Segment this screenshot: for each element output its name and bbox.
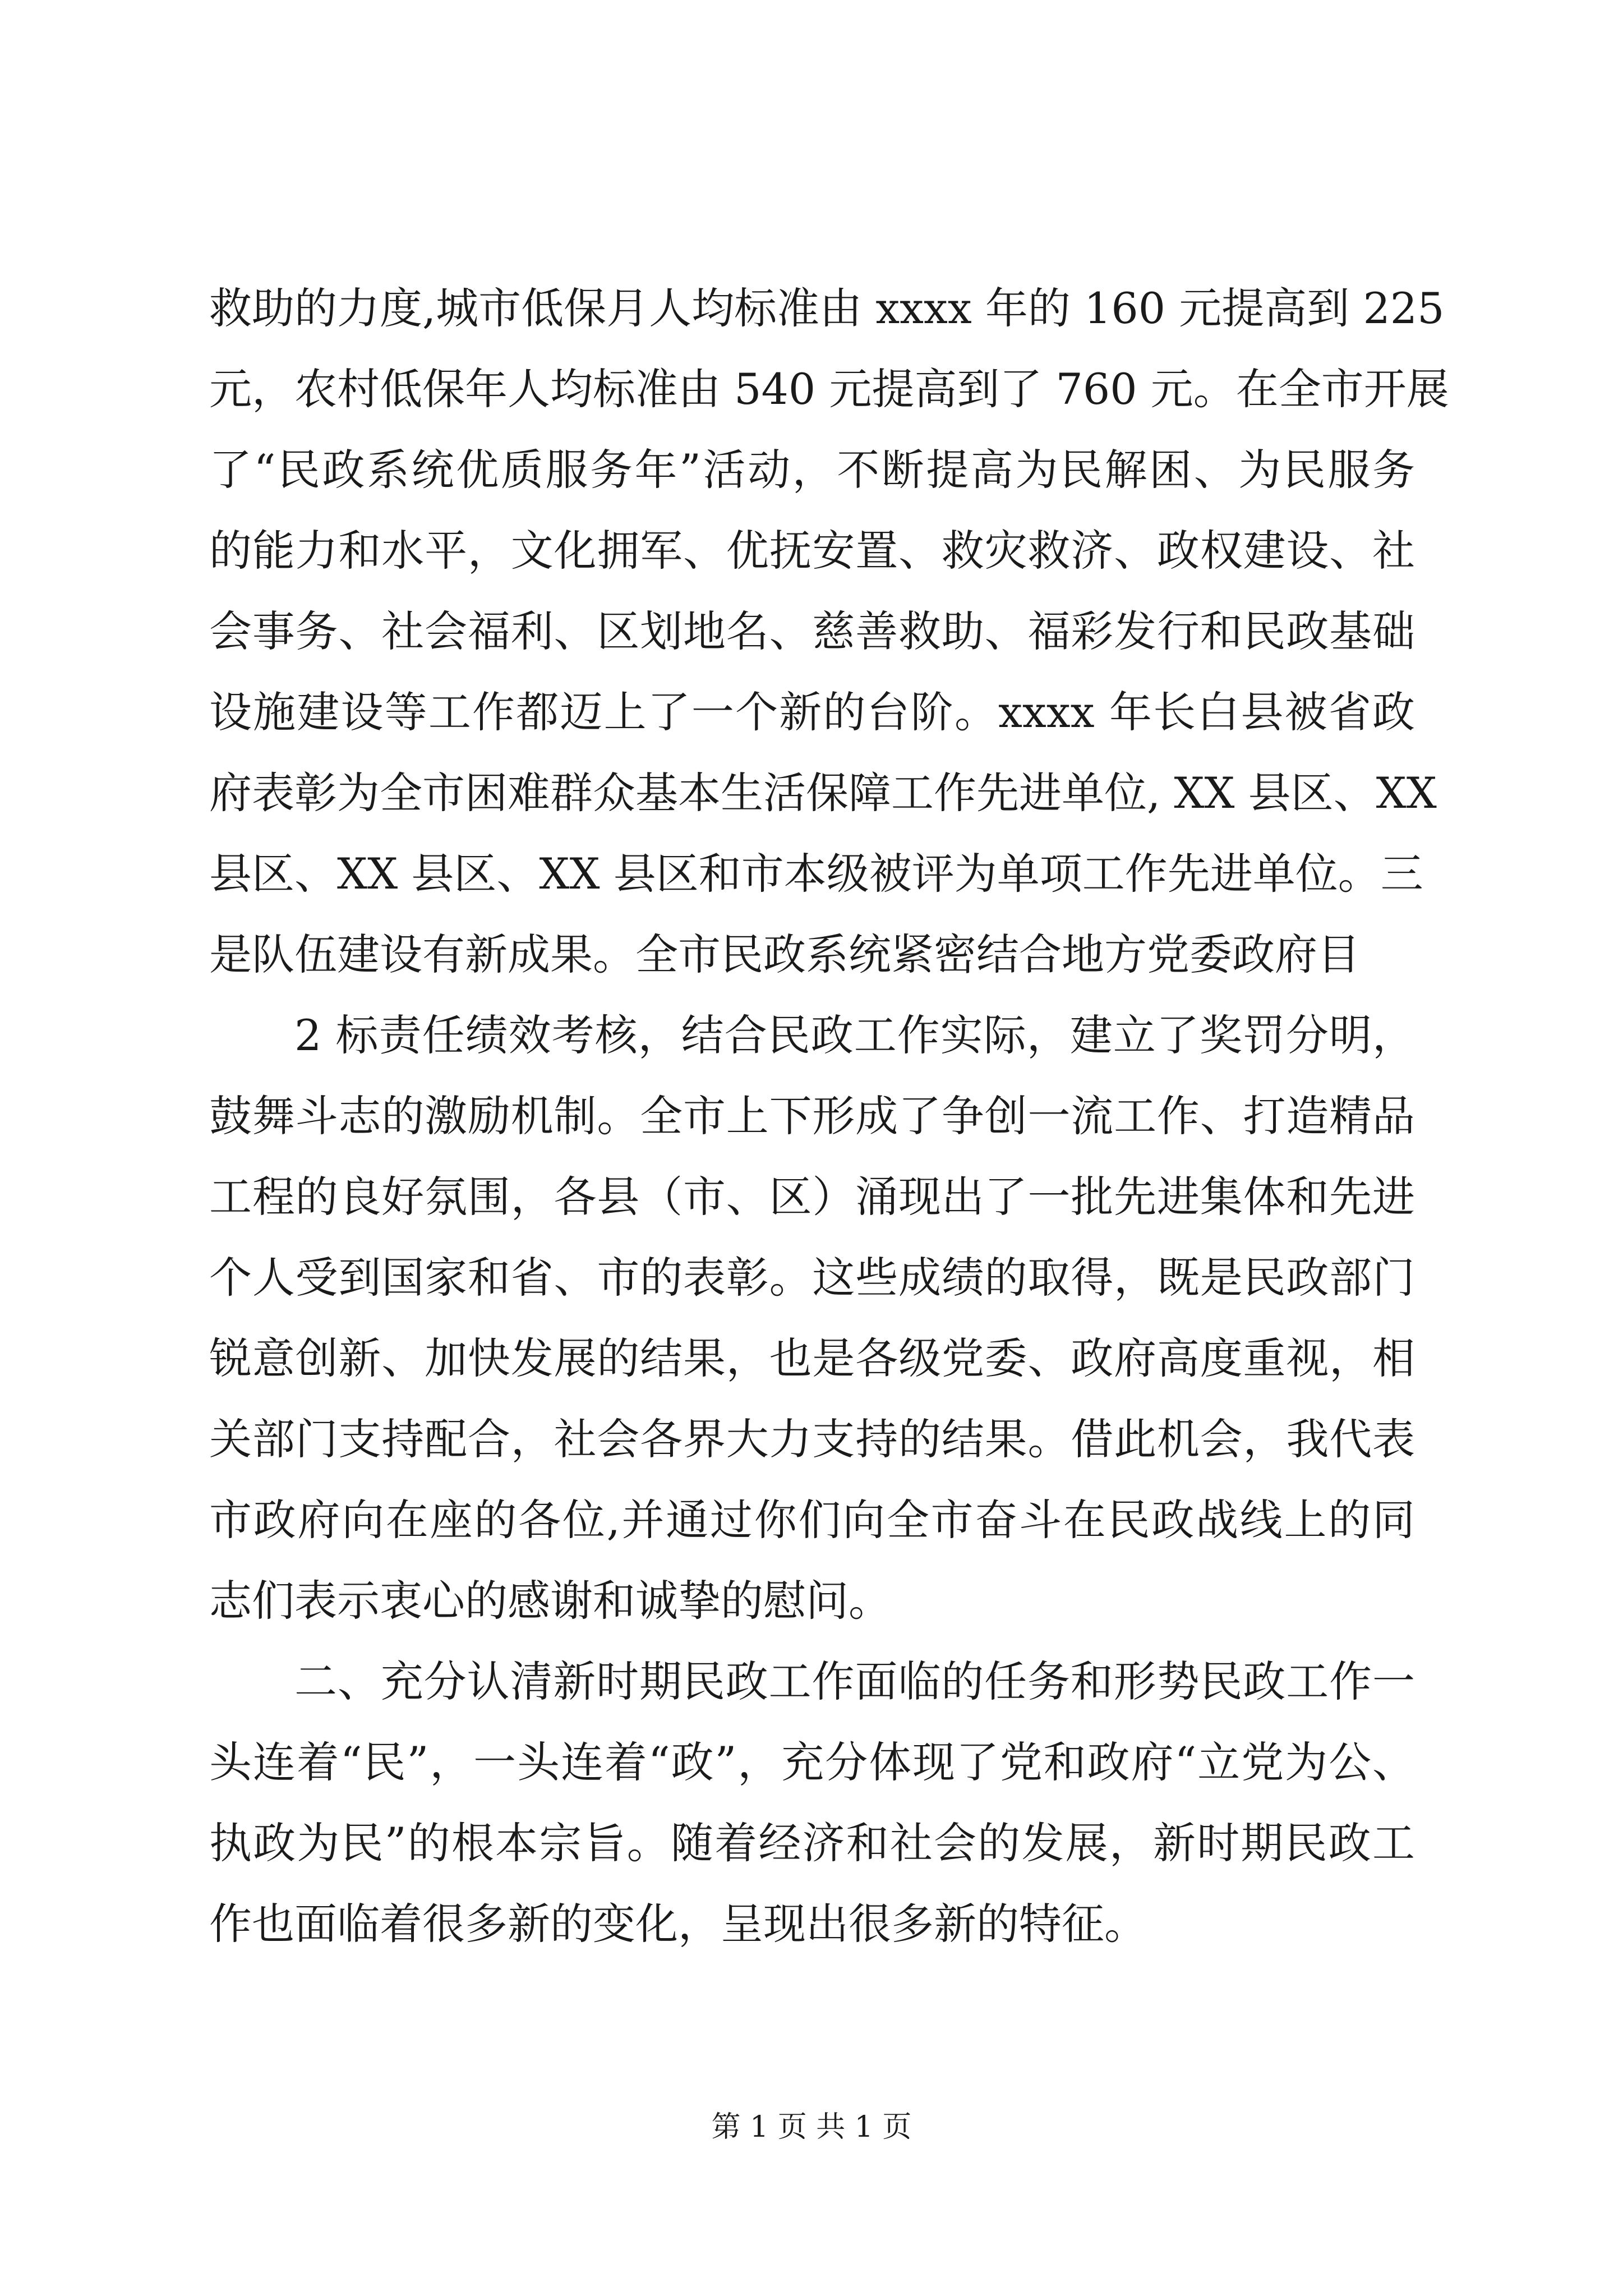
page-number-footer: 第 1 页 共 1 页: [711, 2110, 912, 2144]
text-line: 是队伍建设有新成果。全市民政系统紧密结合地方党委政府目: [209, 930, 1360, 979]
document-body: [209, 268, 1449, 1964]
paragraph-2: [209, 995, 1415, 1641]
text-line: 鼓舞斗志的激励机制。全市上下形成了争创一流工作、打造精品: [209, 1091, 1415, 1141]
text-line: 救助的力度,城市低保月人均标准由 xxxx 年的 160 元提高到 225: [209, 283, 1445, 333]
text-line: 元，农村低保年人均标准由 540 元提高到了 760 元。在全市开展: [209, 364, 1449, 414]
text-line: 的能力和水平，文化拥军、优抚安置、救灾救济、政权建设、社: [209, 526, 1415, 576]
paragraph-1: [209, 268, 1449, 995]
text-line: 会事务、社会福利、区划地名、慈善救助、福彩发行和民政基础: [209, 606, 1415, 656]
text-line: 设施建设等工作都迈上了一个新的台阶。xxxx 年长白县被省政: [209, 687, 1415, 737]
text-line: 县区、XX 县区、XX 县区和市本级被评为单项工作先进单位。三: [209, 849, 1423, 899]
text-line: 志们表示衷心的感谢和诚挚的慰问。: [209, 1576, 891, 1626]
text-line: 头连着“民”，一头连着“政”，充分体现了党和政府“立党为公、: [209, 1737, 1415, 1787]
text-line: 市政府向在座的各位,并通过你们向全市奋斗在民政战线上的同: [209, 1495, 1415, 1545]
text-line: 作也面临着很多新的变化，呈现出很多新的特征。: [209, 1899, 1147, 1949]
text-line: 了“民政系统优质服务年”活动，不断提高为民解困、为民服务: [209, 445, 1415, 495]
text-line: 执政为民”的根本宗旨。随着经济和社会的发展，新时期民政工: [209, 1818, 1415, 1868]
text-line: 2 标责任绩效考核，结合民政工作实际，建立了奖罚分明，: [294, 1010, 1415, 1060]
text-line: 二、充分认清新时期民政工作面临的任务和形势民政工作一: [294, 1657, 1415, 1706]
text-line: 锐意创新、加快发展的结果，也是各级党委、政府高度重视，相: [209, 1333, 1415, 1383]
text-line: 个人受到国家和省、市的表彰。这些成绩的取得，既是民政部门: [209, 1253, 1415, 1303]
text-line: 关部门支持配合，社会各界大力支持的结果。借此机会，我代表: [209, 1414, 1415, 1464]
text-line: 府表彰为全市困难群众基本生活保障工作先进单位, XX 县区、XX: [209, 768, 1437, 818]
text-line: 工程的良好氛围，各县（市、区）涌现出了一批先进集体和先进: [209, 1172, 1415, 1222]
paragraph-3: [209, 1641, 1415, 1964]
